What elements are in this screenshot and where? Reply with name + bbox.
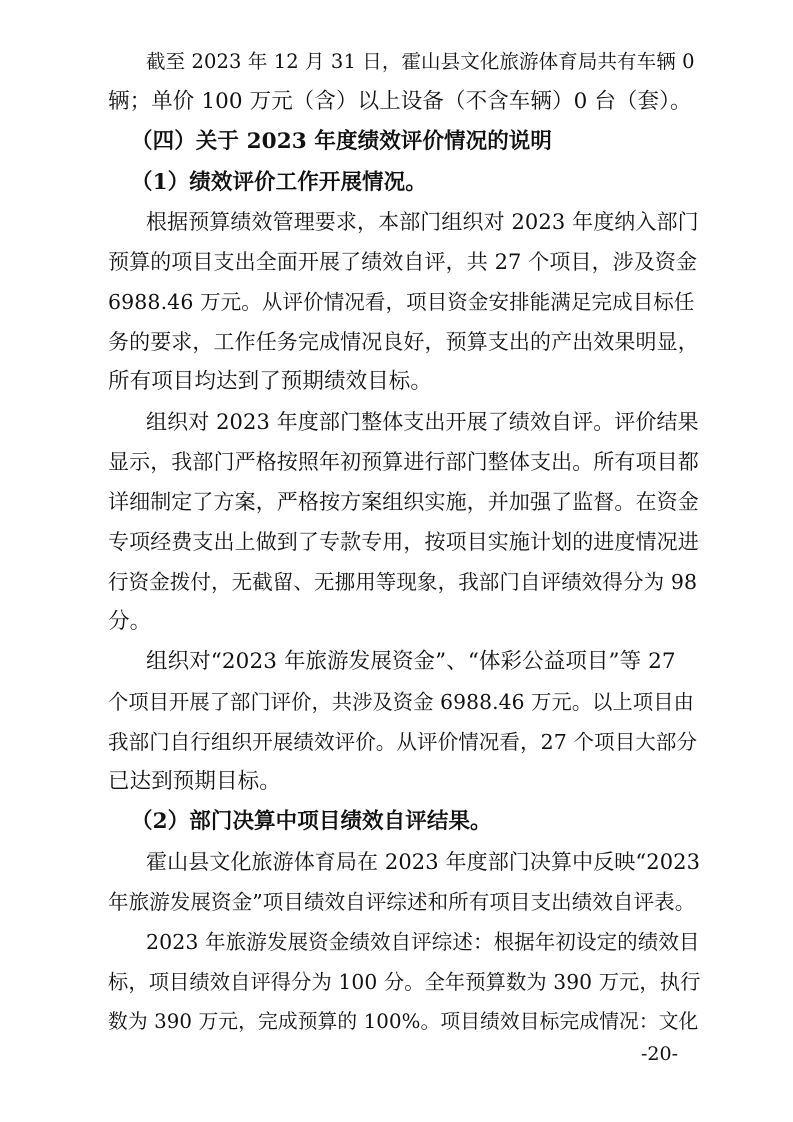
body-line-18: 我部门自行组织开展绩效评价。从评价情况看，27 个项目大部分 (108, 730, 698, 754)
body-line-5: 根据预算绩效管理要求，本部门组织对 2023 年度纳入部门 (146, 210, 699, 234)
body-line-10: 组织对 2023 年度部门整体支出开展了绩效自评。评价结果 (146, 410, 699, 434)
body-line-12: 详细制定了方案，严格按方案组织实施，并加强了监督。在资金 (108, 490, 699, 514)
body-line-13: 专项经费支出上做到了专款专用，按项目实施计划的进度情况进 (108, 530, 699, 554)
body-line-1: 截至 2023 年 12 月 31 日，霍山县文化旅游体育局共有车辆 0 (146, 50, 695, 73)
body-line-17: 个项目开展了部门评价，共涉及资金 6988.46 万元。以上项目由 (108, 690, 694, 714)
subsection-heading-1: （1）绩效评价工作开展情况。 (131, 170, 427, 195)
body-line-24: 标，项目绩效自评得分为 100 分。全年预算数为 390 万元，执行 (108, 970, 701, 994)
body-line-16: 组织对“2023 年旅游发展资金”、“体彩公益项目”等 27 (146, 649, 676, 674)
body-line-14: 行资金拨付，无截留、无挪用等现象，我部门自评绩效得分为 98 (108, 570, 698, 594)
body-line-8: 务的要求，工作任务完成情况良好，预算支出的产出效果明显， (108, 330, 699, 354)
body-line-25: 数为 390 万元，完成预算的 100%。项目绩效目标完成情况：文化 (108, 1010, 699, 1033)
body-line-23: 2023 年旅游发展资金绩效自评综述：根据年初设定的绩效目 (146, 930, 700, 954)
body-line-11: 显示，我部门严格按照年初预算进行部门整体支出。所有项目都 (108, 450, 699, 474)
body-line-21: 霍山县文化旅游体育局在 2023 年度部门决算中反映“2023 (146, 850, 701, 874)
body-line-15: 分。 (108, 609, 152, 634)
subsection-heading-2: （2）部门决算中项目绩效自评结果。 (131, 809, 492, 834)
section-heading-4: （四）关于 2023 年度绩效评价情况的说明 (131, 129, 553, 154)
body-line-19: 已达到预期目标。 (108, 769, 281, 794)
body-line-2: 辆；单价 100 万元（含）以上设备（不含车辆）0 台（套）。 (108, 89, 692, 114)
page-number: -20- (641, 1043, 679, 1065)
body-line-7: 6988.46 万元。从评价情况看，项目资金安排能满足完成目标任 (108, 290, 695, 314)
body-line-6: 预算的项目支出全面开展了绩效自评，共 27 个项目，涉及资金 (108, 250, 698, 274)
body-line-9: 所有项目均达到了预期绩效目标。 (108, 369, 433, 394)
body-line-22: 年旅游发展资金”项目绩效自评综述和所有项目支出绩效自评表。 (108, 890, 696, 914)
